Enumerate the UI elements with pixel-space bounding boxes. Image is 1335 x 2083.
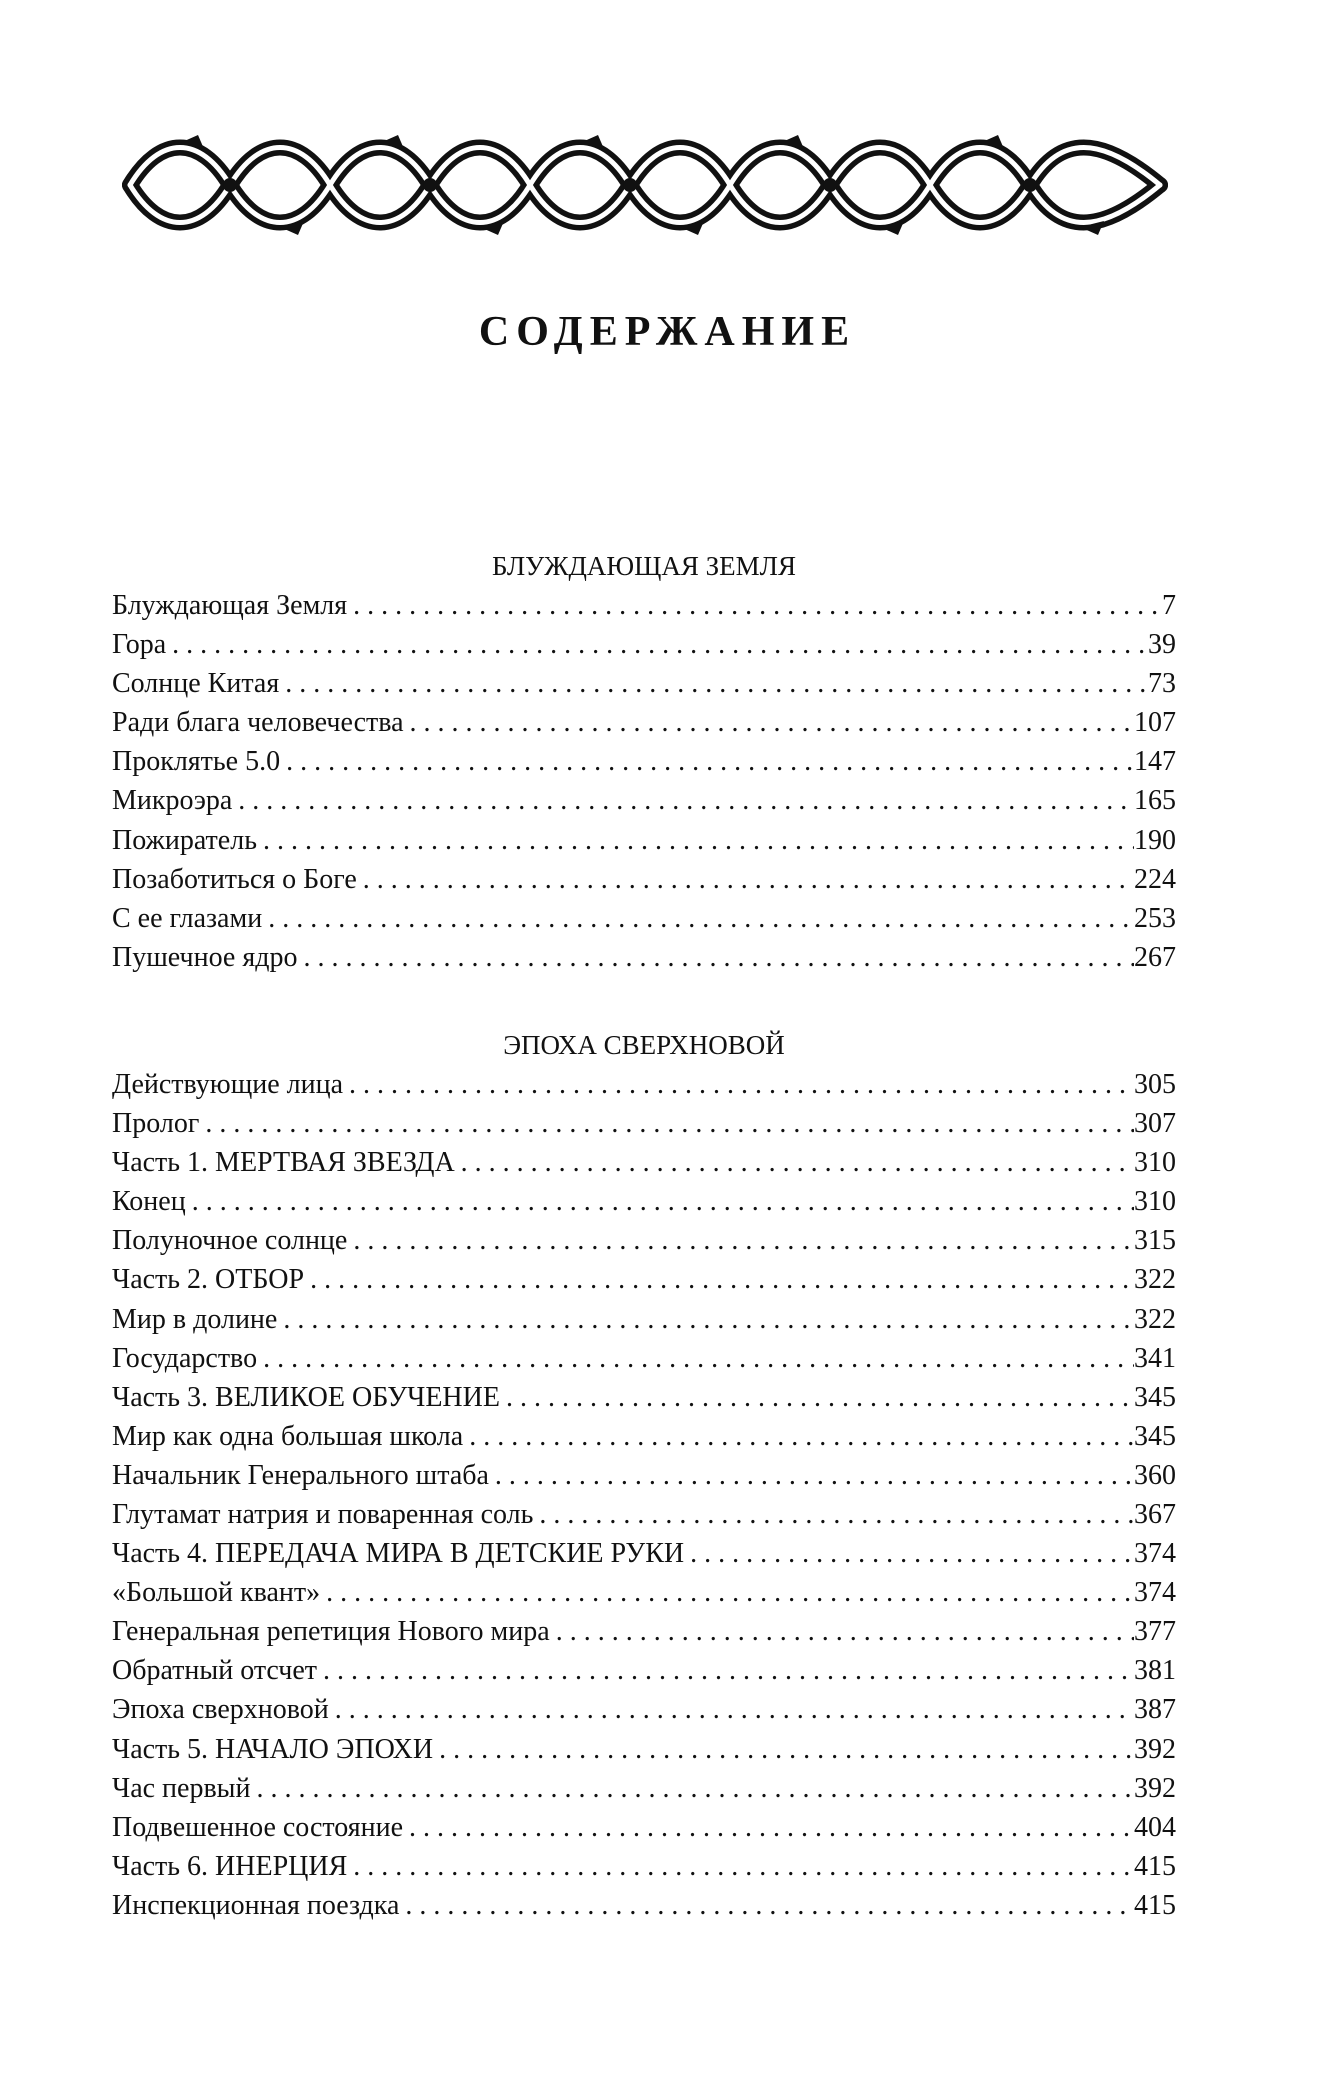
- dot-leader: [347, 1221, 1134, 1260]
- toc-entry: [112, 1221, 1176, 1260]
- toc-entry: [112, 703, 1176, 742]
- entry-title: Пушечное ядро: [112, 941, 298, 973]
- toc-entry: [112, 1612, 1176, 1651]
- toc-entry: [112, 781, 1176, 820]
- page-number: 307: [1134, 1108, 1176, 1140]
- entry-title: «Большой квант»: [112, 1577, 321, 1609]
- page-number: 341: [1134, 1342, 1176, 1374]
- entry-title: Часть 5. НАЧАЛО ЭПОХИ: [112, 1733, 434, 1765]
- dot-leader: [257, 821, 1134, 860]
- toc-entry: [112, 1808, 1176, 1847]
- dot-leader: [455, 1143, 1134, 1182]
- toc-entry: [112, 1260, 1176, 1299]
- toc-entry: [112, 1300, 1176, 1339]
- page-number: 374: [1134, 1577, 1176, 1609]
- entry-title: Позаботиться о Боге: [112, 863, 357, 895]
- entry-title: Часть 6. ИНЕРЦИЯ: [112, 1850, 348, 1882]
- dot-leader: [403, 1808, 1134, 1847]
- dot-leader: [279, 664, 1148, 703]
- toc-entry: [112, 1378, 1176, 1417]
- table-of-contents: [112, 548, 1176, 1925]
- dot-leader: [199, 1104, 1134, 1143]
- page-number: 415: [1134, 1850, 1176, 1882]
- entry-title: Начальник Генерального штаба: [112, 1459, 489, 1491]
- dot-leader: [166, 625, 1148, 664]
- page-number: 147: [1134, 746, 1176, 778]
- dot-leader: [404, 703, 1134, 742]
- toc-entry: [112, 938, 1176, 977]
- page-number: 310: [1134, 1147, 1176, 1179]
- toc-entry: [112, 1495, 1176, 1534]
- dot-leader: [347, 586, 1162, 625]
- entry-title: Блуждающая Земля: [112, 590, 348, 621]
- dot-leader: [533, 1495, 1134, 1534]
- page-number: 374: [1134, 1538, 1176, 1570]
- entry-title: Инспекционная поездка: [112, 1889, 400, 1921]
- toc-entry: [112, 1769, 1176, 1808]
- page-number: 73: [1148, 668, 1176, 700]
- toc-entry: [112, 899, 1176, 938]
- entry-title: Обратный отсчет: [112, 1655, 318, 1687]
- entry-title: С ее глазами: [112, 902, 263, 934]
- dot-leader: [304, 1260, 1134, 1299]
- page-number: 367: [1134, 1498, 1176, 1530]
- page-number: 165: [1134, 785, 1176, 817]
- dot-leader: [357, 860, 1134, 899]
- entry-title: Часть 4. ПЕРЕДАЧА МИРА В ДЕТСКИЕ РУКИ: [112, 1538, 685, 1570]
- page-number: 345: [1134, 1381, 1176, 1413]
- page-number: 190: [1134, 824, 1176, 856]
- page-number: 404: [1134, 1811, 1176, 1843]
- page-number: 360: [1134, 1459, 1176, 1491]
- dot-leader: [277, 1300, 1134, 1339]
- entry-title: Конец: [112, 1186, 186, 1218]
- entry-title: Эпоха сверхновой: [112, 1694, 329, 1726]
- dot-leader: [343, 1065, 1134, 1104]
- entry-title: Генеральная репетиция Нового мира: [112, 1616, 550, 1648]
- toc-entry: [112, 821, 1176, 860]
- entry-title: Действующие лица: [112, 1068, 344, 1100]
- entry-title: Полуночное солнце: [112, 1225, 348, 1257]
- celtic-knot-ornament: [120, 125, 1170, 245]
- page-number: 267: [1134, 941, 1176, 973]
- dot-leader: [297, 938, 1134, 977]
- toc-section: [112, 1027, 1176, 1925]
- toc-entry: [112, 1456, 1176, 1495]
- dot-leader: [262, 899, 1134, 938]
- toc-entry: [112, 1417, 1176, 1456]
- page-number: 415: [1134, 1889, 1176, 1921]
- dot-leader: [250, 1769, 1134, 1808]
- toc-entry: [112, 1730, 1176, 1769]
- entry-title: Проклятье 5.0: [112, 746, 281, 778]
- entry-title: Ради блага человечества: [112, 707, 404, 739]
- dot-leader: [257, 1339, 1134, 1378]
- entry-title: Час первый: [112, 1772, 251, 1804]
- entry-title: Пожиратель: [112, 824, 257, 856]
- section-heading: ЭПОХА СВЕРХНОВОЙ: [503, 1029, 785, 1060]
- page-number: 305: [1134, 1068, 1176, 1100]
- dot-leader: [500, 1378, 1134, 1417]
- entry-title: Государство: [112, 1342, 258, 1374]
- page-number: 310: [1134, 1186, 1176, 1218]
- dot-leader: [463, 1417, 1134, 1456]
- dot-leader: [329, 1690, 1134, 1729]
- toc-entry: [112, 1573, 1176, 1612]
- page-number: 322: [1134, 1303, 1176, 1335]
- toc-entry: [112, 664, 1176, 703]
- toc-entry: [112, 1104, 1176, 1143]
- entry-title: Глутамат натрия и поваренная соль: [112, 1498, 534, 1530]
- dot-leader: [684, 1534, 1134, 1573]
- page-number: 253: [1134, 902, 1176, 934]
- toc-entry: [112, 1651, 1176, 1690]
- entry-title: Мир как одна большая школа: [112, 1420, 464, 1452]
- dot-leader: [489, 1456, 1134, 1495]
- page-number: 224: [1134, 863, 1176, 895]
- toc-entry: [112, 1847, 1176, 1886]
- toc-entry: [112, 1182, 1176, 1221]
- toc-entry: [112, 1534, 1176, 1573]
- page-number: 39: [1148, 629, 1176, 661]
- page-number: 345: [1134, 1420, 1176, 1452]
- entry-title: Пролог: [112, 1108, 200, 1140]
- dot-leader: [399, 1886, 1134, 1925]
- entry-title: Солнце Китая: [112, 668, 280, 700]
- page-number: 107: [1134, 707, 1176, 739]
- dot-leader: [232, 781, 1134, 820]
- dot-leader: [347, 1847, 1134, 1886]
- entry-title: Часть 3. ВЕЛИКОЕ ОБУЧЕНИЕ: [112, 1381, 500, 1413]
- knotwork-border-icon: [120, 125, 1170, 245]
- toc-entry: [112, 1690, 1176, 1729]
- page-number: 322: [1134, 1264, 1176, 1296]
- toc-entry: [112, 586, 1176, 625]
- toc-entry: [112, 742, 1176, 781]
- entry-title: Мир в долине: [112, 1303, 278, 1335]
- dot-leader: [186, 1182, 1134, 1221]
- toc-entry: [112, 1143, 1176, 1182]
- entry-title: Часть 2. ОТБОР: [112, 1264, 305, 1296]
- page-number: 377: [1134, 1616, 1176, 1648]
- entry-title: Гора: [112, 629, 167, 661]
- page-number: 381: [1134, 1655, 1176, 1687]
- dot-leader: [280, 742, 1134, 781]
- page-number: 387: [1134, 1694, 1176, 1726]
- dot-leader: [433, 1730, 1134, 1769]
- page-title: СОДЕРЖАНИЕ: [478, 309, 857, 355]
- dot-leader: [317, 1651, 1134, 1690]
- toc-entry: [112, 1886, 1176, 1925]
- section-heading: БЛУЖДАЮЩАЯ ЗЕМЛЯ: [492, 551, 796, 581]
- page-number: 392: [1134, 1733, 1176, 1765]
- toc-entry: [112, 1065, 1176, 1104]
- page-number: 315: [1134, 1225, 1176, 1257]
- toc-entry: [112, 1339, 1176, 1378]
- toc-section: [112, 548, 1176, 977]
- toc-entry: [112, 625, 1176, 664]
- page-number: 7: [1162, 590, 1176, 621]
- entry-title: Микроэра: [112, 785, 233, 817]
- entry-title: Часть 1. МЕРТВАЯ ЗВЕЗДА: [112, 1147, 455, 1179]
- dot-leader: [550, 1612, 1134, 1651]
- toc-entry: [112, 860, 1176, 899]
- page-number: 392: [1134, 1772, 1176, 1804]
- entry-title: Подвешенное состояние: [112, 1811, 404, 1843]
- dot-leader: [320, 1573, 1134, 1612]
